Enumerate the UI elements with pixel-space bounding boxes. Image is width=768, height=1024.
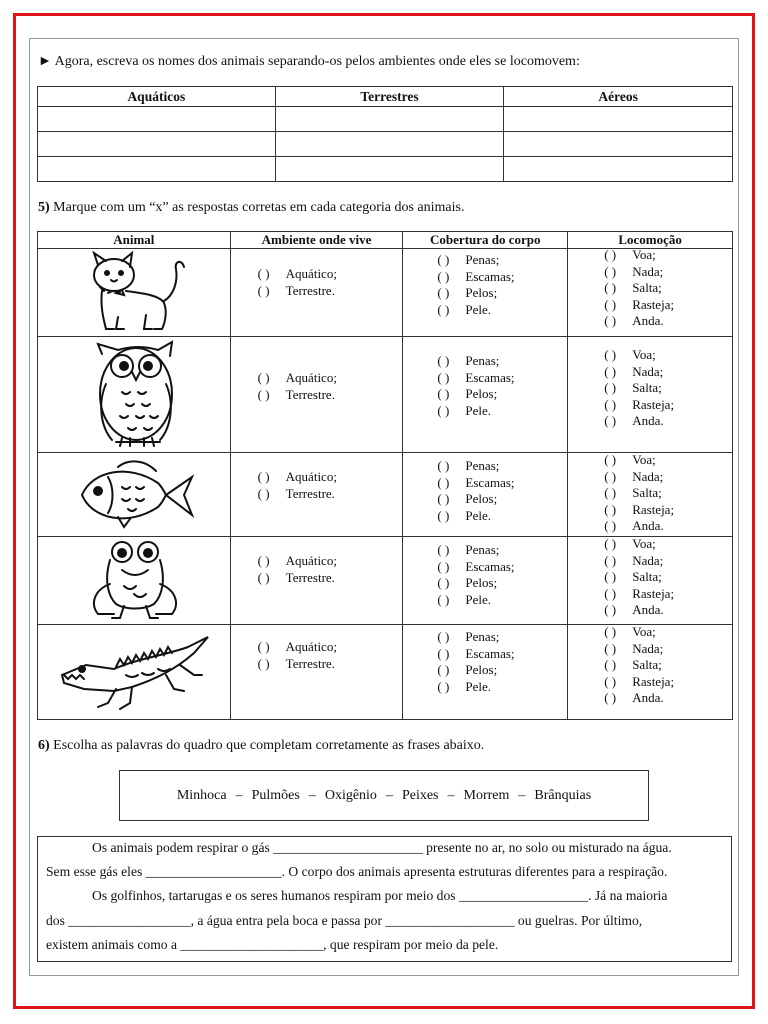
- animal-row: [38, 337, 733, 453]
- locomocao-options: [604, 247, 674, 330]
- checkbox-parens[interactable]: ( ): [437, 369, 450, 385]
- option-cobertura-1: [437, 475, 514, 492]
- checkbox-parens[interactable]: ( ): [604, 413, 617, 428]
- option-label: Escamas;: [465, 645, 515, 661]
- option-label: Aquático;: [285, 469, 337, 484]
- checkbox-parens[interactable]: ( ): [604, 552, 617, 568]
- option-label: Penas;: [465, 252, 500, 267]
- checkbox-parens[interactable]: ( ): [604, 536, 617, 551]
- cobertura-options: [437, 458, 514, 524]
- checkbox-parens[interactable]: ( ): [437, 662, 450, 677]
- option-label: Voa;: [632, 452, 656, 467]
- animal-cell: [38, 537, 231, 625]
- owl-icon: [88, 340, 188, 450]
- option-label: Aquático;: [285, 639, 337, 654]
- cobertura-cell: [403, 249, 568, 337]
- checkbox-parens[interactable]: ( ): [437, 491, 450, 506]
- checkbox-parens[interactable]: ( ): [437, 458, 450, 473]
- option-locomocao-3: [604, 297, 674, 314]
- option-cobertura-0: [437, 542, 514, 559]
- paragraph-line[interactable]: Os animais podem respirar o gás ______________________ presente no ar, no solo ou misturado na água.: [92, 840, 672, 855]
- checkbox-parens[interactable]: ( ): [604, 673, 617, 689]
- header-aereos: Aéreos: [504, 87, 733, 107]
- animal-cell: [38, 337, 231, 453]
- option-label: Rasteja;: [632, 396, 675, 412]
- header-aquaticos: Aquáticos: [38, 87, 276, 107]
- checkbox-parens[interactable]: ( ): [437, 507, 450, 523]
- checkbox-parens[interactable]: ( ): [604, 468, 617, 484]
- question6-number: 6): [38, 738, 50, 753]
- checkbox-parens[interactable]: ( ): [604, 485, 617, 500]
- checkbox-parens[interactable]: ( ): [257, 553, 270, 568]
- option-ambiente-0: [258, 639, 337, 656]
- question5-number: 5): [38, 200, 50, 215]
- option-ambiente-0: [258, 553, 337, 570]
- cat-icon: [78, 251, 188, 335]
- option-label: Rasteja;: [632, 673, 675, 689]
- cobertura-options: [437, 252, 514, 318]
- option-label: Rasteja;: [632, 585, 675, 601]
- option-label: Penas;: [465, 629, 500, 644]
- option-cobertura-1: [437, 269, 514, 286]
- option-cobertura-1: [437, 646, 514, 663]
- option-label: Anda.: [632, 602, 664, 617]
- answer-cell[interactable]: [38, 132, 276, 157]
- cobertura-cell: [403, 453, 568, 537]
- option-label: Aquático;: [285, 370, 337, 385]
- option-cobertura-2: [437, 662, 514, 679]
- locomocao-options: [604, 347, 674, 430]
- ambiente-cell: [230, 249, 403, 337]
- ambiente-options: [258, 639, 337, 672]
- option-ambiente-1: [258, 283, 337, 300]
- cobertura-cell: [403, 537, 568, 625]
- option-label: Nada;: [632, 468, 664, 484]
- ambiente-cell: [230, 337, 403, 453]
- option-label: Escamas;: [465, 558, 515, 574]
- option-label: Anda.: [632, 313, 664, 328]
- option-locomocao-4: [604, 518, 674, 535]
- option-locomocao-0: [604, 347, 674, 364]
- animal-row: [38, 625, 733, 720]
- checkbox-parens[interactable]: ( ): [257, 469, 270, 484]
- checkbox-parens[interactable]: ( ): [257, 266, 270, 281]
- option-locomocao-3: [604, 397, 674, 414]
- checkbox-parens[interactable]: ( ): [604, 296, 617, 312]
- word-separator: –: [308, 787, 316, 803]
- option-label: Aquático;: [285, 553, 337, 568]
- ambiente-cell: [230, 537, 403, 625]
- checkbox-parens[interactable]: ( ): [604, 569, 617, 584]
- paragraph-line[interactable]: Os golfinhos, tartarugas e os seres humanos respiram por meio dos ___________________. Já na maioria: [92, 888, 668, 903]
- option-label: Escamas;: [465, 474, 515, 490]
- checkbox-parens[interactable]: ( ): [257, 569, 270, 585]
- option-ambiente-1: [258, 387, 337, 404]
- word-separator: –: [518, 787, 526, 803]
- checkbox-parens[interactable]: ( ): [437, 474, 450, 490]
- locomocao-cell: [568, 337, 733, 453]
- animal-row: [38, 537, 733, 625]
- checkbox-parens[interactable]: ( ): [437, 285, 450, 300]
- option-label: Anda.: [632, 518, 664, 533]
- option-cobertura-3: [437, 592, 514, 609]
- option-label: Pelos;: [465, 285, 498, 300]
- checkbox-parens[interactable]: ( ): [257, 370, 270, 385]
- fill-in-paragraph: [37, 836, 732, 962]
- option-label: Terrestre.: [285, 655, 335, 671]
- option-label: Voa;: [632, 247, 656, 262]
- checkbox-parens[interactable]: ( ): [437, 402, 450, 418]
- locomocao-cell: [568, 537, 733, 625]
- cobertura-cell: [403, 625, 568, 720]
- option-label: Nada;: [632, 640, 664, 656]
- option-locomocao-4: [604, 313, 674, 330]
- option-ambiente-0: [258, 266, 337, 283]
- cobertura-options: [437, 542, 514, 608]
- option-label: Pelos;: [465, 662, 498, 677]
- checkbox-parens[interactable]: ( ): [437, 542, 450, 557]
- checkbox-parens[interactable]: ( ): [257, 485, 270, 501]
- answer-cell[interactable]: [38, 107, 276, 132]
- paragraph-line[interactable]: existem animais como a _____________________, que respiram por meio da pele.: [46, 937, 499, 952]
- option-locomocao-0: [604, 247, 674, 264]
- word-pulmoes: Pulmões: [251, 787, 300, 803]
- header-ambiente: Ambiente onde vive: [230, 232, 403, 249]
- option-label: Salta;: [632, 380, 662, 395]
- question5-text: Marque com um “x” as respostas corretas em cada categoria dos animais.: [53, 200, 465, 215]
- answer-cell[interactable]: [504, 132, 733, 157]
- alligator-icon: [56, 629, 216, 715]
- option-label: Rasteja;: [632, 501, 675, 517]
- option-cobertura-3: [437, 302, 514, 319]
- option-cobertura-2: [437, 285, 514, 302]
- locomocao-options: [604, 452, 674, 535]
- option-label: Voa;: [632, 347, 656, 362]
- question6-text: Escolha as palavras do quadro que completam corretamente as frases abaixo.: [53, 738, 485, 753]
- checkbox-parens[interactable]: ( ): [604, 640, 617, 656]
- checkbox-parens[interactable]: ( ): [604, 313, 617, 328]
- option-cobertura-3: [437, 403, 514, 420]
- option-locomocao-3: [604, 586, 674, 603]
- option-label: Terrestre.: [285, 485, 335, 501]
- ambiente-cell: [230, 453, 403, 537]
- checkbox-parens[interactable]: ( ): [437, 301, 450, 317]
- checkbox-parens[interactable]: ( ): [437, 268, 450, 284]
- locomocao-options: [604, 536, 674, 619]
- option-cobertura-1: [437, 370, 514, 387]
- checkbox-parens[interactable]: ( ): [257, 386, 270, 402]
- checkbox-parens[interactable]: ( ): [604, 624, 617, 639]
- word-peixes: Peixes: [401, 787, 439, 803]
- option-label: Terrestre.: [285, 569, 335, 585]
- word-oxigenio: Oxigênio: [324, 787, 377, 803]
- option-locomocao-1: [604, 264, 674, 281]
- checkbox-parens[interactable]: ( ): [604, 280, 617, 295]
- option-cobertura-1: [437, 559, 514, 576]
- answer-cell[interactable]: [38, 157, 276, 182]
- option-locomocao-2: [604, 380, 674, 397]
- option-label: Pelos;: [465, 575, 498, 590]
- option-ambiente-1: [258, 570, 337, 587]
- option-label: Pelos;: [465, 386, 498, 401]
- option-cobertura-3: [437, 508, 514, 525]
- option-label: Terrestre.: [285, 386, 335, 402]
- checkbox-parens[interactable]: ( ): [437, 386, 450, 401]
- checkbox-parens[interactable]: ( ): [604, 347, 617, 362]
- option-cobertura-3: [437, 679, 514, 696]
- option-cobertura-0: [437, 252, 514, 269]
- header-terrestres: Terrestres: [275, 87, 504, 107]
- option-label: Penas;: [465, 353, 500, 368]
- option-locomocao-2: [604, 280, 674, 297]
- option-label: Salta;: [632, 485, 662, 500]
- cobertura-options: [437, 629, 514, 695]
- option-label: Penas;: [465, 458, 500, 473]
- checkbox-parens[interactable]: ( ): [437, 252, 450, 267]
- option-locomocao-3: [604, 502, 674, 519]
- checkbox-parens[interactable]: ( ): [257, 282, 270, 298]
- option-locomocao-4: [604, 690, 674, 707]
- word-branquias: Brânquias: [534, 787, 592, 803]
- option-locomocao-0: [604, 536, 674, 553]
- word-bank: [119, 770, 649, 821]
- checkbox-parens[interactable]: ( ): [604, 602, 617, 617]
- question6-heading: [38, 738, 484, 754]
- option-label: Escamas;: [465, 268, 515, 284]
- option-label: Pele.: [465, 402, 492, 418]
- animal-cell: [38, 249, 231, 337]
- header-locomocao: Locomoção: [568, 232, 733, 249]
- checkbox-parens[interactable]: ( ): [604, 501, 617, 517]
- option-cobertura-0: [437, 458, 514, 475]
- checkbox-parens[interactable]: ( ): [604, 452, 617, 467]
- option-label: Voa;: [632, 536, 656, 551]
- checkbox-parens[interactable]: ( ): [604, 380, 617, 395]
- option-locomocao-1: [604, 553, 674, 570]
- instruction-top: ► Agora, escreva os nomes dos animais separando-os pelos ambientes onde eles se locomovem:: [38, 54, 580, 69]
- option-label: Escamas;: [465, 369, 515, 385]
- option-label: Aquático;: [285, 266, 337, 281]
- option-locomocao-2: [604, 569, 674, 586]
- option-cobertura-0: [437, 629, 514, 646]
- option-locomocao-4: [604, 413, 674, 430]
- checkbox-parens[interactable]: ( ): [437, 353, 450, 368]
- ambiente-options: [258, 553, 337, 586]
- option-cobertura-0: [437, 353, 514, 370]
- animal-row: [38, 453, 733, 537]
- checkbox-parens[interactable]: ( ): [604, 396, 617, 412]
- locomocao-cell: [568, 453, 733, 537]
- option-label: Salta;: [632, 280, 662, 295]
- option-label: Salta;: [632, 657, 662, 672]
- checkbox-parens[interactable]: ( ): [437, 645, 450, 661]
- option-label: Pelos;: [465, 491, 498, 506]
- answer-cell[interactable]: [275, 157, 504, 182]
- checkbox-parens[interactable]: ( ): [437, 629, 450, 644]
- option-locomocao-0: [604, 452, 674, 469]
- checkbox-parens[interactable]: ( ): [604, 657, 617, 672]
- option-cobertura-2: [437, 386, 514, 403]
- option-label: Nada;: [632, 552, 664, 568]
- checkbox-parens[interactable]: ( ): [604, 263, 617, 279]
- checkbox-parens[interactable]: ( ): [437, 678, 450, 694]
- word-separator: –: [385, 787, 393, 803]
- option-locomocao-2: [604, 485, 674, 502]
- word-morrem: Morrem: [463, 787, 510, 803]
- option-label: Pele.: [465, 301, 492, 317]
- option-label: Salta;: [632, 569, 662, 584]
- option-label: Pele.: [465, 678, 492, 694]
- cobertura-options: [437, 353, 514, 419]
- locomocao-options: [604, 624, 674, 707]
- animal-row: [38, 249, 733, 337]
- ambiente-cell: [230, 625, 403, 720]
- option-label: Anda.: [632, 413, 664, 428]
- animal-cell: [38, 625, 231, 720]
- option-locomocao-2: [604, 657, 674, 674]
- animal-table: [37, 231, 733, 720]
- option-label: Pele.: [465, 591, 492, 607]
- fish-icon: [78, 457, 198, 531]
- option-locomocao-0: [604, 624, 674, 641]
- checkbox-parens[interactable]: ( ): [257, 639, 270, 654]
- word-separator: –: [235, 787, 243, 803]
- answer-cell[interactable]: [275, 107, 504, 132]
- answer-cell[interactable]: [504, 107, 733, 132]
- checkbox-parens[interactable]: ( ): [257, 655, 270, 671]
- cobertura-cell: [403, 337, 568, 453]
- option-locomocao-4: [604, 602, 674, 619]
- checkbox-parens[interactable]: ( ): [437, 575, 450, 590]
- option-label: Voa;: [632, 624, 656, 639]
- paragraph-line[interactable]: Sem esse gás eles ____________________. O corpo dos animais apresenta estruturas diferentes para a respiração.: [46, 864, 668, 879]
- locomocao-cell: [568, 625, 733, 720]
- ambiente-options: [258, 370, 337, 403]
- checkbox-parens[interactable]: ( ): [604, 247, 617, 262]
- option-ambiente-0: [258, 469, 337, 486]
- header-animal: Animal: [38, 232, 231, 249]
- animal-cell: [38, 453, 231, 537]
- checkbox-parens[interactable]: ( ): [604, 518, 617, 533]
- answer-cell[interactable]: [504, 157, 733, 182]
- option-ambiente-1: [258, 486, 337, 503]
- option-ambiente-1: [258, 656, 337, 673]
- option-label: Terrestre.: [285, 282, 335, 298]
- ambiente-options: [258, 469, 337, 502]
- word-separator: –: [447, 787, 455, 803]
- question5-heading: [38, 200, 464, 216]
- option-label: Pele.: [465, 507, 492, 523]
- locomocao-cell: [568, 249, 733, 337]
- option-label: Nada;: [632, 263, 664, 279]
- option-ambiente-0: [258, 370, 337, 387]
- checkbox-parens[interactable]: ( ): [437, 558, 450, 574]
- checkbox-parens[interactable]: ( ): [604, 363, 617, 379]
- option-locomocao-1: [604, 469, 674, 486]
- frog-icon: [84, 540, 194, 622]
- option-label: Nada;: [632, 363, 664, 379]
- paragraph-line[interactable]: dos __________________, a água entra pela boca e passa por ___________________ ou guelras. Por último,: [46, 913, 643, 928]
- ambiente-options: [258, 266, 337, 299]
- option-label: Anda.: [632, 690, 664, 705]
- option-locomocao-3: [604, 674, 674, 691]
- option-locomocao-1: [604, 364, 674, 381]
- habitat-table: [37, 86, 733, 182]
- option-locomocao-1: [604, 641, 674, 658]
- word-minhoca: Minhoca: [176, 787, 227, 803]
- checkbox-parens[interactable]: ( ): [604, 690, 617, 705]
- option-cobertura-2: [437, 575, 514, 592]
- option-label: Rasteja;: [632, 296, 675, 312]
- header-cobertura: Cobertura do corpo: [403, 232, 568, 249]
- option-label: Penas;: [465, 542, 500, 557]
- answer-cell[interactable]: [275, 132, 504, 157]
- checkbox-parens[interactable]: ( ): [437, 591, 450, 607]
- option-cobertura-2: [437, 491, 514, 508]
- checkbox-parens[interactable]: ( ): [604, 585, 617, 601]
